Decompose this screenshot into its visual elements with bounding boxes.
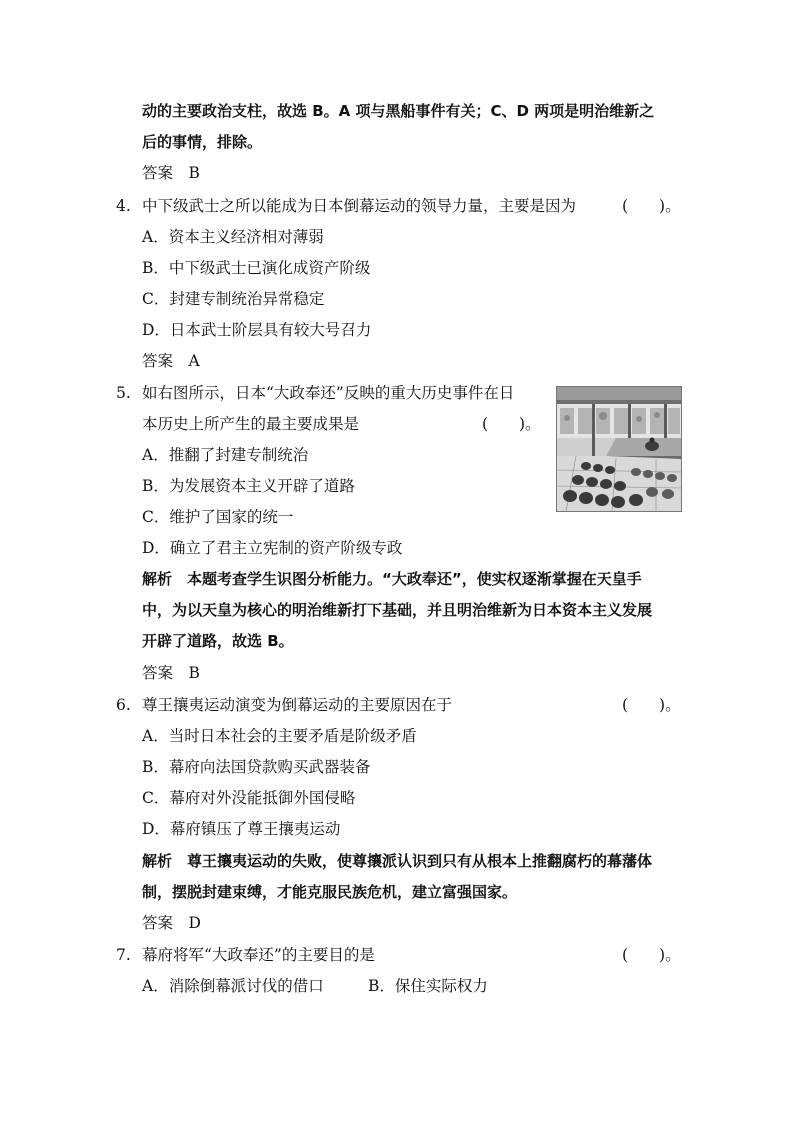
q7-number: 7. [116, 946, 131, 964]
q3-answer: 答案 B [142, 164, 200, 182]
q5-answer-blank: ( )。 [482, 415, 541, 433]
q4-stem: 中下级武士之所以能成为日本倒幕运动的领导力量，主要是因为 [142, 197, 577, 215]
q6-option-b: B．幕府向法国贷款购买武器装备 [142, 758, 371, 776]
q7-answer-blank: ( )。 [622, 946, 681, 964]
q5-option-d: D．确立了君主立宪制的资产阶级专政 [142, 539, 403, 557]
q6-analysis-line-1: 解析 尊王攘夷运动的失败，使尊攘派认识到只有从根本上推翻腐朽的幕藩体 [142, 852, 653, 870]
q5-option-c: C．维护了国家的统一 [142, 508, 294, 526]
q6-analysis-line-2: 制，摆脱封建束缚，才能克服民族危机，建立富强国家。 [142, 883, 518, 901]
q5-analysis-line-1: 解析 本题考查学生识图分析能力。“大政奉还”，使实权逐渐掌握在天皇手 [142, 570, 642, 588]
q4-option-b: B．中下级武士已演化成资产阶级 [142, 259, 371, 277]
q5-analysis-line-2: 中，为以天皇为核心的明治维新打下基础，并且明治维新为日本资本主义发展 [142, 601, 653, 619]
q4-option-d: D．日本武士阶层具有较大号召力 [142, 321, 372, 339]
q5-analysis-line-3: 开辟了道路，故选 B。 [142, 632, 294, 650]
q3-analysis-line-1: 动的主要政治支柱，故选 B。A 项与黑船事件有关；C、D 两项是明治维新之 [142, 102, 655, 120]
q5-option-a: A．推翻了封建专制统治 [142, 446, 309, 464]
q4-answer: 答案 A [142, 352, 200, 370]
q7-stem: 幕府将军“大政奉还”的主要目的是 [142, 946, 375, 964]
q7-option-a: A．消除倒幕派讨伐的借口 [142, 977, 324, 995]
q4-option-c: C．封建专制统治异常稳定 [142, 290, 325, 308]
taisei-hokan-illustration [556, 386, 682, 512]
q6-answer: 答案 D [142, 914, 201, 932]
q6-option-c: C．幕府对外没能抵御外国侵略 [142, 789, 356, 807]
q6-number: 6. [116, 696, 131, 714]
q4-option-a: A．资本主义经济相对薄弱 [142, 228, 324, 246]
q6-answer-blank: ( )。 [622, 696, 681, 714]
q4-answer-blank: ( )。 [622, 197, 681, 215]
q7-option-b: B．保住实际权力 [368, 977, 488, 995]
q4-number: 4. [116, 197, 131, 215]
q6-option-d: D．幕府镇压了尊王攘夷运动 [142, 820, 341, 838]
q5-stem-line-2: 本历史上所产生的最主要成果是 [142, 415, 360, 433]
q5-option-b: B．为发展资本主义开辟了道路 [142, 477, 355, 495]
q5-stem-line-1: 如右图所示，日本“大政奉还”反映的重大历史事件在日 [142, 384, 515, 402]
q5-answer: 答案 B [142, 664, 200, 682]
q3-analysis-line-2: 后的事情，排除。 [142, 133, 263, 151]
q5-number: 5. [116, 384, 131, 402]
q6-option-a: A．当时日本社会的主要矛盾是阶级矛盾 [142, 727, 417, 745]
q6-stem: 尊王攘夷运动演变为倒幕运动的主要原因在于 [142, 696, 453, 714]
